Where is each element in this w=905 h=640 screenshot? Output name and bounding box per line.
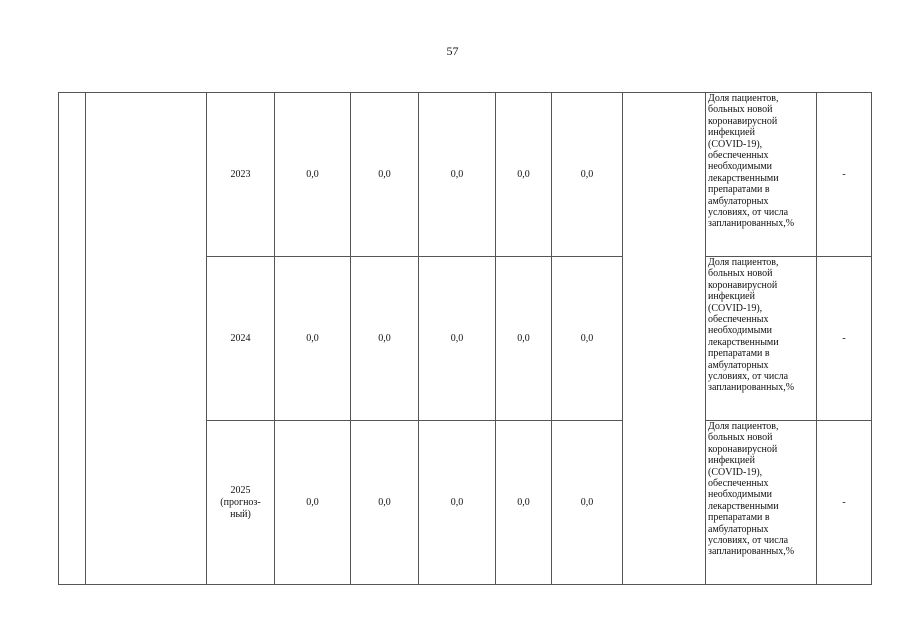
indicator-cell [706,93,817,257]
value-cell: 0,0 [496,421,552,585]
target-value-cell: - [817,421,872,585]
indicator-line: запланированных,% [708,546,795,558]
program-indicators-table [58,92,872,585]
target-value-cell: - [817,257,872,421]
value-cell: 0,0 [552,93,623,257]
table-row [59,93,872,257]
value-cell: 0,0 [552,257,623,421]
value-cell: 0,0 [351,421,419,585]
indicator-line: амбулаторных [708,523,769,535]
indicator-line: Доля пациентов, [708,257,779,268]
measure-name-cell [86,93,207,585]
indicator-line: лекарственными [708,500,779,512]
year-cell [207,93,275,257]
indicator-line: препаратами в [708,348,770,360]
indicator-line: препаратами в [708,184,770,196]
indicator-line: необходимыми [708,161,772,173]
indicator-line: инфекцией [708,455,755,467]
indicator-line: амбулаторных [708,195,769,207]
indicator-cell [706,257,817,421]
indicator-line: больных новой [708,268,773,280]
indicator-line: коронавирусной [708,115,778,127]
indicator-line: инфекцией [708,127,755,139]
indicator-line: Доля пациентов, [708,93,779,104]
indicator-line: препаратами в [708,512,770,524]
indicator-line: амбулаторных [708,359,769,371]
value-cell: 0,0 [351,257,419,421]
indicator-line: условиях, от числа [708,207,789,219]
indicator-line: запланированных,% [708,218,795,230]
page-number: 57 [446,44,459,58]
indicator-line: условиях, от числа [708,535,789,547]
indicator-line: необходимыми [708,325,772,337]
indicator-cell [706,421,817,585]
indicator-line: (COVID-19), [708,466,763,478]
indicator-line: необходимыми [708,489,772,501]
value-cell: 0,0 [552,421,623,585]
year-label: 2025 [230,484,251,496]
indicator-line: больных новой [708,104,773,116]
value-cell: 0,0 [419,421,496,585]
indicator-line: коронавирусной [708,279,778,291]
indicator-line: (COVID-19), [708,302,763,314]
indicator-line: коронавирусной [708,443,778,455]
indicator-line: условиях, от числа [708,371,789,383]
year-note: ный) [230,508,251,520]
value-cell: 0,0 [275,93,351,257]
indicator-line: Доля пациентов, [708,421,779,432]
indicator-line: лекарственными [708,336,779,348]
year-cell [207,257,275,421]
year-label: 2023 [230,168,251,180]
indicator-line: обеспеченных [708,314,769,326]
value-cell: 0,0 [275,421,351,585]
year-note: (прогноз- [220,496,261,508]
value-cell: 0,0 [496,93,552,257]
value-cell: 0,0 [275,257,351,421]
indicator-line: (COVID-19), [708,138,763,150]
year-cell [207,421,275,585]
indicator-line: лекарственными [708,172,779,184]
value-cell: 0,0 [419,93,496,257]
executor-cell [623,93,706,585]
row-number-cell [59,93,86,585]
target-value-cell: - [817,93,872,257]
value-cell: 0,0 [351,93,419,257]
indicator-line: запланированных,% [708,382,795,394]
year-label: 2024 [230,332,251,344]
indicator-line: обеспеченных [708,150,769,162]
value-cell: 0,0 [496,257,552,421]
indicator-line: больных новой [708,432,773,444]
value-cell: 0,0 [419,257,496,421]
indicator-line: инфекцией [708,291,755,303]
indicator-line: обеспеченных [708,478,769,490]
